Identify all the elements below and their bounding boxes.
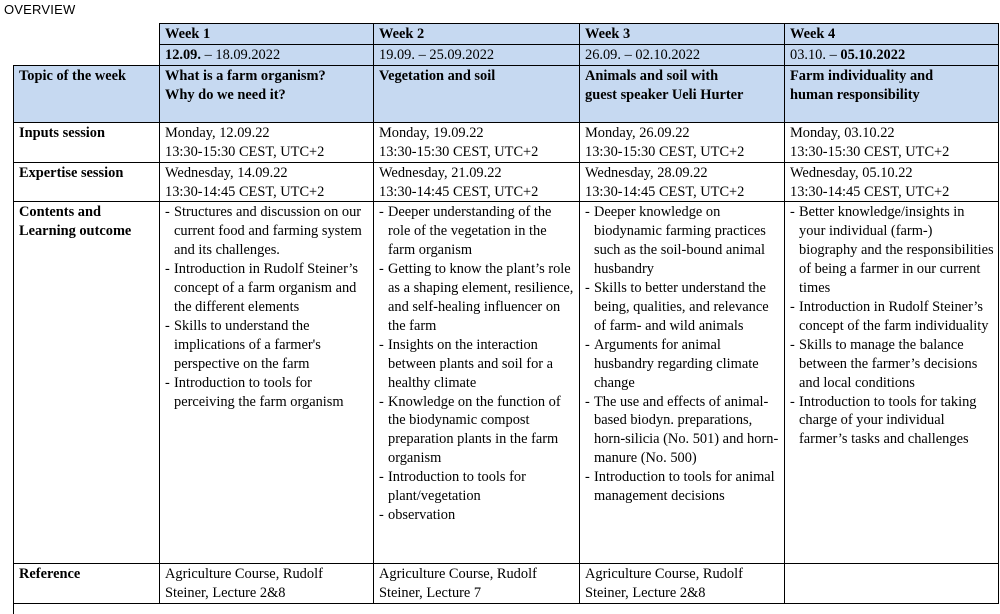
outcome-item: - Skills to manage the balance between the farmer’s decisions and local conditions xyxy=(790,336,994,393)
contents-week-1 xyxy=(160,202,374,564)
contents-label-line: Learning outcome xyxy=(19,223,132,240)
empty-date-cell xyxy=(14,44,160,65)
session-time: 13:30-15:30 CEST, UTC+2 xyxy=(379,143,539,160)
session-date: Wednesday, 05.10.22 xyxy=(790,164,913,181)
topic-line: human responsibility xyxy=(790,86,920,103)
outcome-item: - Deeper knowledge on biodynamic farming practices such as the soil-bound animal husbandry xyxy=(585,203,780,279)
inputs-week-2 xyxy=(374,122,580,162)
week-header-row xyxy=(14,24,999,45)
session-date: Wednesday, 14.09.22 xyxy=(165,164,288,181)
inputs-session-row xyxy=(14,122,999,162)
week-1-date-start: 12.09. xyxy=(165,46,201,63)
week-3-dates xyxy=(580,44,785,65)
outcome-item: - Introduction to tools for animal management decisions xyxy=(585,468,780,506)
week-3-header: Week 3 xyxy=(580,24,785,45)
session-time: 13:30-14:45 CEST, UTC+2 xyxy=(165,183,325,200)
empty-corner-cell xyxy=(14,24,160,45)
session-date: Wednesday, 21.09.22 xyxy=(379,164,502,181)
week-4-dates xyxy=(785,44,999,65)
page-edge-line xyxy=(13,597,14,614)
outcome-list xyxy=(790,203,994,449)
reference-line: Steiner, Lecture 7 xyxy=(379,585,482,602)
week-3-date-range: 26.09. – 02.10.2022 xyxy=(585,46,701,63)
topic-line: What is a farm organism? xyxy=(165,67,326,84)
outcome-item: - Introduction to tools for taking charge of your individual farmer’s tasks and challenges xyxy=(790,393,994,450)
reference-row xyxy=(14,564,999,604)
outcome-item: - Deeper understanding of the role of the vegetation in the farm organism xyxy=(379,203,575,260)
topic-line: Why do we need it? xyxy=(165,86,286,103)
session-date: Monday, 03.10.22 xyxy=(790,124,895,141)
topic-line: Vegetation and soil xyxy=(379,67,496,84)
week-4-header: Week 4 xyxy=(785,24,999,45)
outcome-item: - Skills to understand the implications of a farmer's perspective on the farm xyxy=(165,317,369,374)
outcome-item: - The use and effects of animal-based biodyn. preparations, horn-silicia (No. 501) and horn-manure (No. 500) xyxy=(585,393,780,469)
outcome-item: - Introduction in Rudolf Steiner’s concept of a farm organism and the different elements xyxy=(165,260,369,317)
session-time: 13:30-14:45 CEST, UTC+2 xyxy=(790,183,950,200)
topic-week-4 xyxy=(785,65,999,122)
week-4-date-end: 05.10.2022 xyxy=(840,46,906,63)
outcome-list xyxy=(165,203,369,411)
inputs-week-1 xyxy=(160,122,374,162)
schedule-table xyxy=(13,23,999,604)
outcome-list xyxy=(379,203,575,524)
outcome-item: - Introduction to tools for perceiving the farm organism xyxy=(165,374,369,412)
overview-label: OVERVIEW xyxy=(4,2,76,17)
contents-row xyxy=(14,202,999,564)
reference-week-4 xyxy=(785,564,999,604)
reference-label: Reference xyxy=(14,564,160,604)
outcome-item: - Insights on the interaction between plants and soil for a healthy climate xyxy=(379,336,575,393)
inputs-session-label: Inputs session xyxy=(14,122,160,162)
reference-week-2 xyxy=(374,564,580,604)
week-2-dates xyxy=(374,44,580,65)
week-4-date-start: 03.10. – xyxy=(790,46,841,63)
session-date: Monday, 26.09.22 xyxy=(585,124,690,141)
session-time: 13:30-14:45 CEST, UTC+2 xyxy=(585,183,745,200)
week-1-date-end: – 18.09.2022 xyxy=(200,46,281,63)
reference-line: Agriculture Course, Rudolf xyxy=(585,566,743,583)
outcome-item: - Arguments for animal husbandry regarding climate change xyxy=(585,336,780,393)
expertise-week-1 xyxy=(160,162,374,202)
contents-label xyxy=(14,202,160,564)
session-time: 13:30-14:45 CEST, UTC+2 xyxy=(379,183,539,200)
outcome-item: - observation xyxy=(379,506,575,525)
session-time: 13:30-15:30 CEST, UTC+2 xyxy=(790,143,950,160)
contents-week-2 xyxy=(374,202,580,564)
topic-label: Topic of the week xyxy=(14,65,160,122)
outcome-item: - Skills to better understand the being, qualities, and relevance of farm- and wild animals xyxy=(585,279,780,336)
inputs-week-3 xyxy=(580,122,785,162)
reference-line: Agriculture Course, Rudolf xyxy=(379,566,537,583)
outcome-item: - Getting to know the plant’s role as a shaping element, resilience, and self-healing influencer on the farm xyxy=(379,260,575,336)
topic-line: Farm individuality and xyxy=(790,67,934,84)
topic-line: guest speaker Ueli Hurter xyxy=(585,86,744,103)
contents-week-4 xyxy=(785,202,999,564)
session-date: Monday, 12.09.22 xyxy=(165,124,270,141)
week-2-date-range: 19.09. – 25.09.2022 xyxy=(379,46,495,63)
outcome-item: - Better knowledge/insights in your individual (farm-) biography and the responsibilities of being a farmer in our current times xyxy=(790,203,994,298)
outcome-item: - Structures and discussion on our current food and farming system and its challenges. xyxy=(165,203,369,260)
outcome-item: - Knowledge on the function of the biodynamic compost preparation plants in the farm organism xyxy=(379,393,575,469)
expertise-week-3 xyxy=(580,162,785,202)
topic-week-3 xyxy=(580,65,785,122)
session-time: 13:30-15:30 CEST, UTC+2 xyxy=(585,143,745,160)
session-date: Monday, 19.09.22 xyxy=(379,124,484,141)
expertise-session-label: Expertise session xyxy=(14,162,160,202)
week-1-header: Week 1 xyxy=(160,24,374,45)
expertise-week-2 xyxy=(374,162,580,202)
week-1-dates xyxy=(160,44,374,65)
outcome-list xyxy=(585,203,780,506)
topic-row xyxy=(14,65,999,122)
inputs-week-4 xyxy=(785,122,999,162)
expertise-week-4 xyxy=(785,162,999,202)
reference-week-1 xyxy=(160,564,374,604)
contents-label-line: Contents and xyxy=(19,204,101,221)
week-2-header: Week 2 xyxy=(374,24,580,45)
reference-week-3 xyxy=(580,564,785,604)
topic-week-1 xyxy=(160,65,374,122)
outcome-item: - Introduction in Rudolf Steiner’s concept of the farm individuality xyxy=(790,298,994,336)
topic-line: Animals and soil with xyxy=(585,67,719,84)
reference-line: Agriculture Course, Rudolf xyxy=(165,566,323,583)
date-row xyxy=(14,44,999,65)
session-time: 13:30-15:30 CEST, UTC+2 xyxy=(165,143,325,160)
topic-week-2 xyxy=(374,65,580,122)
expertise-session-row xyxy=(14,162,999,202)
outcome-item: - Introduction to tools for plant/vegetation xyxy=(379,468,575,506)
reference-line: Steiner, Lecture 2&8 xyxy=(165,585,286,602)
contents-week-3 xyxy=(580,202,785,564)
reference-line: Steiner, Lecture 2&8 xyxy=(585,585,706,602)
session-date: Wednesday, 28.09.22 xyxy=(585,164,708,181)
